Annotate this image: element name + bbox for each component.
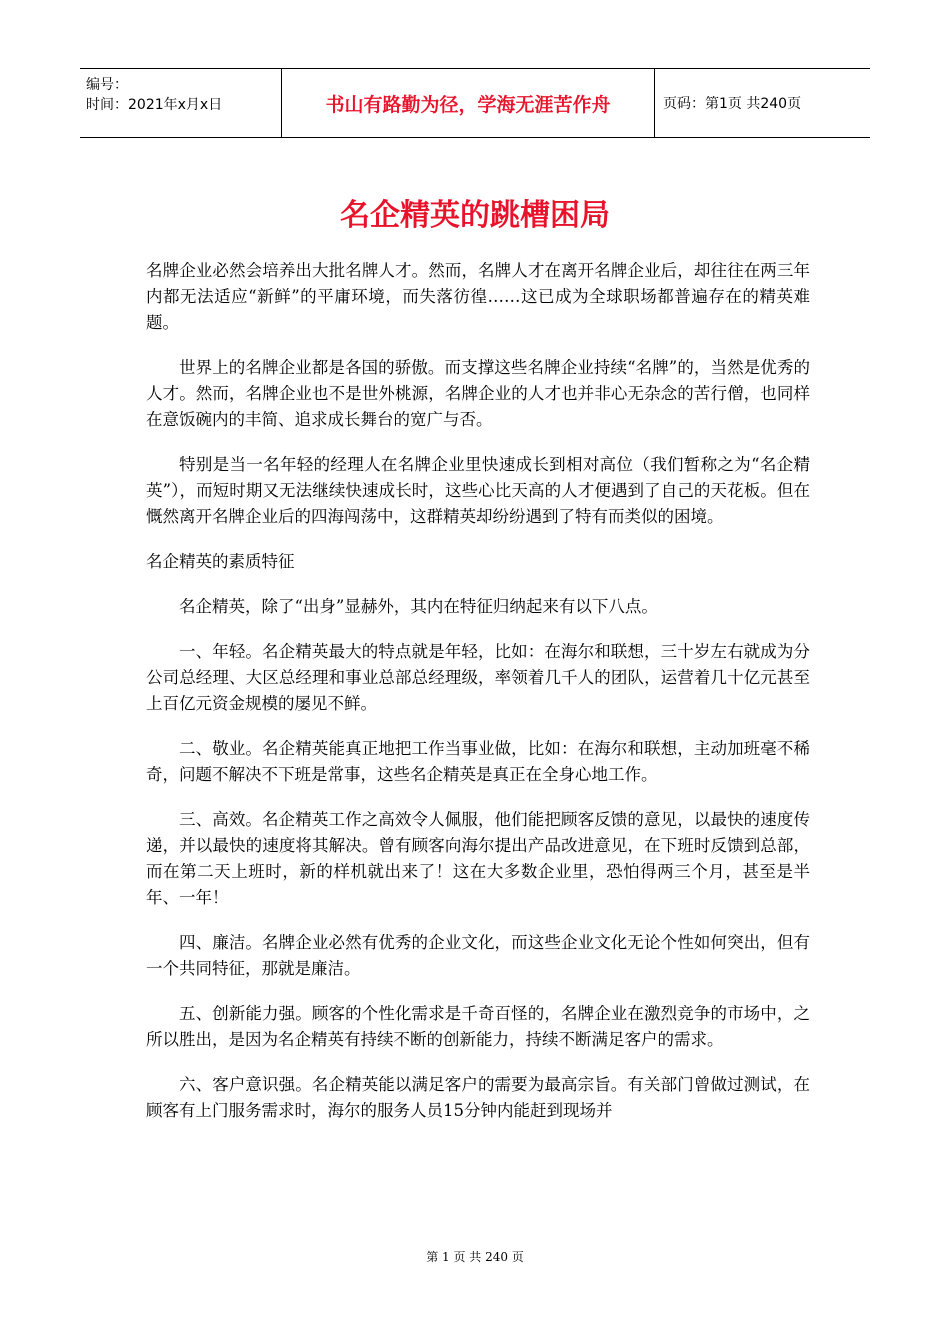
paragraph: 名牌企业必然会培养出大批名牌人才。然而，名牌人才在离开名牌企业后，却往往在两三年内都无法适应“新鲜”的平庸环境，而失落彷徨……这已成为全球职场都普遍存在的精英难题。 [146, 261, 810, 332]
paragraph: 世界上的名牌企业都是各国的骄傲。而支撑这些名牌企业持续“名牌”的，当然是优秀的人才。然而，名牌企业也不是世外桃源，名牌企业的人才也并非心无杂念的苦行僧，也同样在意饭碗内的丰简、追求成长舞台的宽广与否。 [146, 358, 810, 429]
document-body [146, 258, 810, 1143]
paragraph: 特别是当一名年轻的经理人在名牌企业里快速成长到相对高位（我们暂称之为“名企精英”），而短时期又无法继续快速成长时，这些心比天高的人才便遇到了自己的天花板。但在慨然离开名牌企业后的四海闯荡中，这群精英却纷纷遇到了特有而类似的困境。 [146, 455, 810, 526]
paragraph: 六、客户意识强。名企精英能以满足客户的需要为最高宗旨。有关部门曾做过测试，在顾客有上门服务需求时，海尔的服务人员15分钟内能赶到现场并 [146, 1075, 810, 1120]
header-page-info: 页码：第1页 共240页 [663, 96, 802, 112]
section-heading: 名企精英的素质特征 [146, 552, 295, 571]
paragraph: 一、年轻。名企精英最大的特点就是年轻，比如：在海尔和联想，三十岁左右就成为分公司总经理、大区总经理和事业总部总经理级，率领着几千人的团队，运营着几十亿元甚至上百亿元资金规模的屡见不鲜。 [146, 642, 810, 713]
time-label: 时间：2021年x月x日 [86, 97, 223, 113]
paragraph: 四、廉洁。名牌企业必然有优秀的企业文化，而这些企业文化无论个性如何突出，但有一个共同特征，那就是廉洁。 [146, 933, 810, 978]
document-title: 名企精英的跳槽困局 [340, 198, 610, 233]
paragraph: 五、创新能力强。顾客的个性化需求是千奇百怪的，名牌企业在激烈竞争的市场中，之所以胜出，是因为名企精英有持续不断的创新能力，持续不断满足客户的需求。 [146, 1004, 810, 1049]
page-footer: 第 1 页 共 240 页 [426, 1250, 524, 1264]
paragraph: 二、敬业。名企精英能真正地把工作当事业做，比如：在海尔和联想，主动加班毫不稀奇，问题不解决不下班是常事，这些名企精英是真正在全身心地工作。 [146, 739, 810, 784]
number-label: 编号： [86, 77, 128, 93]
header-meta [80, 69, 282, 137]
header-motto: 书山有路勤为径，学海无涯苦作舟 [282, 69, 655, 137]
header-table [80, 68, 870, 138]
paragraph: 名企精英，除了“出身”显赫外，其内在特征归纳起来有以下八点。 [179, 597, 658, 616]
paragraph: 三、高效。名企精英工作之高效令人佩服，他们能把顾客反馈的意见，以最快的速度传递，并以最快的速度将其解决。曾有顾客向海尔提出产品改进意见，在下班时反馈到总部，而在第二天上班时，新的样机就出来了！这在大多数企业里，恐怕得两三个月，甚至是半年、一年！ [146, 810, 810, 907]
